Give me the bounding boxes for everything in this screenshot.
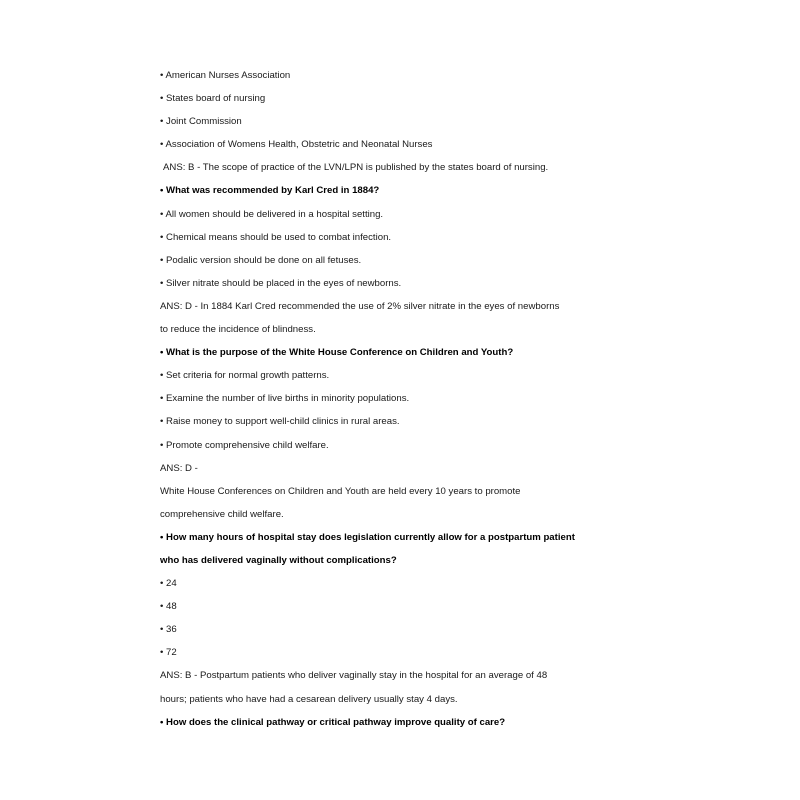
option-line: • Promote comprehensive child welfare. — [160, 439, 329, 451]
option-line: • Podalic version should be done on all fetuses. — [160, 254, 362, 266]
answer-line: ANS: B - Postpartum patients who deliver vaginally stay in the hospital for an average of 48 — [160, 670, 548, 682]
document-body — [160, 64, 760, 734]
option-line: • Raise money to support well-child clinics in rural areas. — [160, 416, 400, 428]
option-line: • States board of nursing — [160, 93, 266, 105]
option-line: • Chemical means should be used to combat infection. — [160, 231, 392, 243]
option-line: • Set criteria for normal growth patterns. — [160, 370, 330, 382]
answer-line: ANS: D - — [160, 462, 198, 474]
option-line: • 24 — [160, 578, 177, 590]
answer-line: ANS: B - The scope of practice of the LVN/LPN is published by the states board of nursing. — [163, 162, 549, 174]
option-line: • All women should be delivered in a hospital setting. — [160, 208, 384, 220]
text-line: hours; patients who have had a cesarean delivery usually stay 4 days. — [160, 693, 458, 705]
option-line: • Joint Commission — [160, 116, 242, 128]
question-line: • How does the clinical pathway or critical pathway improve quality of care? — [160, 716, 506, 728]
answer-line: ANS: D - In 1884 Karl Cred recommended the use of 2% silver nitrate in the eyes of newborns — [160, 300, 560, 312]
option-line: • 36 — [160, 624, 177, 636]
option-line: • Association of Womens Health, Obstetric and Neonatal Nurses — [160, 139, 433, 151]
option-line: • American Nurses Association — [160, 70, 291, 81]
text-line: comprehensive child welfare. — [160, 508, 284, 520]
question-line: • What was recommended by Karl Cred in 1884? — [160, 185, 380, 197]
option-line: • 72 — [160, 647, 177, 659]
option-line: • 48 — [160, 601, 177, 613]
question-line: • What is the purpose of the White House Conference on Children and Youth? — [160, 347, 514, 359]
option-line: • Examine the number of live births in minority populations. — [160, 393, 410, 405]
option-line: • Silver nitrate should be placed in the eyes of newborns. — [160, 277, 402, 289]
text-line: to reduce the incidence of blindness. — [160, 324, 316, 336]
question-line: who has delivered vaginally without complications? — [160, 554, 397, 566]
text-line: White House Conferences on Children and Youth are held every 10 years to promote — [160, 485, 521, 497]
question-line: • How many hours of hospital stay does legislation currently allow for a postpartum patient — [160, 531, 575, 543]
